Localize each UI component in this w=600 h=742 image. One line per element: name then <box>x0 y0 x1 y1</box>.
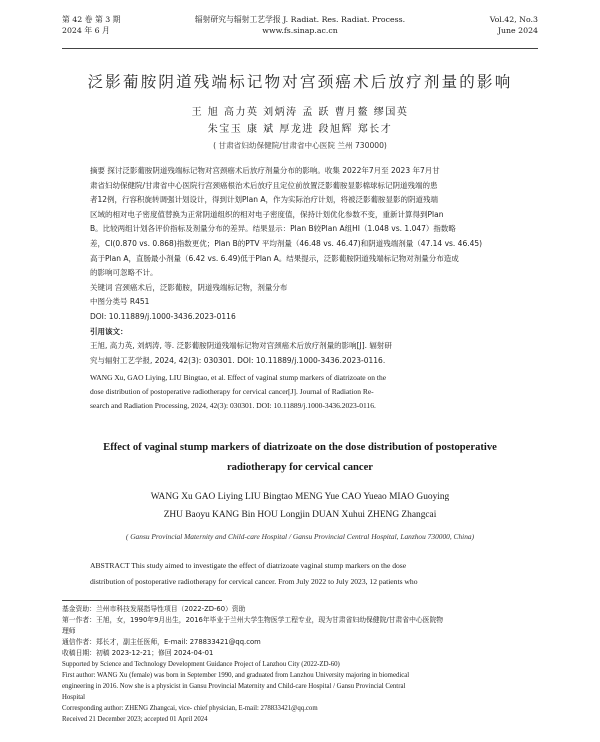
article-title-zh: 泛影葡胺阴道残端标记物对宫颈癌术后放疗剂量的影响 <box>87 73 513 91</box>
abstract-zh-line: 的影响可忽略不计。 <box>90 268 158 278</box>
article-title-en-line-1: Effect of vaginal stump markers of diatrizoate on the dose distribution of postoperative <box>103 442 497 453</box>
footnote-first-author-en-cont: engineering in 2016. Now she is a physicist in Gansu Provincial Maternity and Child-care Hospital / Gansu Provincial Central <box>62 683 406 690</box>
abstract-zh <box>90 164 520 368</box>
footnote-corresponding-en: Corresponding author: ZHENG Zhangcai, vice- chief physician, E-mail: 278833421@qq.com <box>62 705 318 712</box>
header-journal <box>62 14 538 36</box>
doi[interactable]: DOI: 10.11889/j.1000-3436.2023-0116 <box>90 311 236 321</box>
footnote-corresponding-zh: 通信作者：郑长才，副主任医师，E-mail: 278833421@qq.com <box>62 638 261 646</box>
abstract-en-line: distribution of postoperative radiotherapy for cervical cancer. From July 2022 to July 2023, 12 patients who <box>90 577 418 586</box>
abstract-zh-line: 差，CI(0.870 vs. 0.868)指数更优；Plan B的PTV 平均剂量（46.48 vs. 46.47)和阴道残端剂量（47.14 vs. 46.45) <box>90 238 483 248</box>
header-volume-en <box>490 14 538 36</box>
abstract-zh-line: 摘要 探讨泛影葡胺阴道残端标记物对宫颈癌术后放疗剂量分布的影响。收集 2022年7月至 2023 年7月甘 <box>90 166 440 175</box>
abstract-zh-line: B。比较两组计划各评价指标及剂量分布的差异。结果显示：Plan B较Plan A组HI（1.048 vs. 1.047）指数略 <box>90 224 456 234</box>
running-header <box>62 14 538 44</box>
authors-zh-line-1: 王 旭 高力英 刘炳涛 孟 跃 曹月鳌 缪国英 <box>191 107 409 118</box>
abstract-zh-line: 者12例，行容积旋转调强计划设计，得到计划Plan A，作为实际治疗计划，将被泛影葡胺显影的阴道残端 <box>90 195 439 205</box>
authors-en-line-1: WANG Xu GAO Liying LIU Bingtao MENG Yue CAO Yueao MIAO Guoying <box>150 492 450 502</box>
abstract-en-line: ABSTRACT This study aimed to investigate the effect of diatrizoate vaginal stump markers on the dose <box>90 561 407 570</box>
citation-en-line: search and Radiation Processing, 2024, 42(3): 030301. DOI: 10.11889/j.1000-3436.2023-0116. <box>90 401 376 410</box>
header-vol-en-text: Vol.42, No.3 <box>489 15 538 24</box>
article-title-en-line-2: radiotherapy for cervical cancer <box>226 462 373 473</box>
abstract-zh-line: 区域的相对电子密度值替换为正常阴道组织的相对电子密度值，保持计划优化参数不变，重新计算得到Plan <box>90 209 444 219</box>
affiliation-en: ( Gansu Provincial Maternity and Child-care Hospital / Gansu Provincial Central Hospital, Lanzhou 730000, China) <box>125 532 475 541</box>
footnote-received-en: Received 21 December 2023; accepted 01 April 2024 <box>62 716 208 723</box>
citation-en-line: dose distribution of postoperative radiotherapy for cervical cancer[J]. Journal of Radiation Re- <box>90 387 374 396</box>
header-website-link[interactable]: www.fs.sinap.ac.cn <box>262 26 338 35</box>
footnote-divider <box>62 600 222 601</box>
footnote-first-author-zh: 第一作者：王旭，女，1990年9月出生，2016年毕业于兰州大学生物医学工程专业，现为甘肃省妇幼保健院/甘肃省中心医院物 <box>62 616 444 624</box>
abstract-en <box>90 558 520 590</box>
clc-number: 中图分类号 R451 <box>90 297 150 307</box>
footnote-first-author-zh-cont: 理师 <box>62 627 76 635</box>
footnote-first-author-en: First author: WANG Xu (female) was born in September 1990, and graduated from Lanzhou University majoring in biomedical <box>62 672 410 679</box>
abstract-zh-line: 肃省妇幼保健院/甘肃省中心医院行宫颈癌根治术后放疗且定位前放置泛影葡胺显影棉球标记阴道残端的患 <box>90 180 438 190</box>
footnote-funding-zh: 基金资助：兰州市科技发展指导性项目（2022-ZD-60）资助 <box>62 605 246 613</box>
footnote-received-zh: 收稿日期：初稿 2023-12-21；修回 2024-04-01 <box>62 649 214 657</box>
citation-label: 引用该文： <box>90 326 128 336</box>
header-vol-zh-text: 第 42 卷 第 3 期 <box>62 15 121 24</box>
authors-en-line-2: ZHU Baoyu KANG Bin HOU Longjin DUAN Xuhui ZHENG Zhangcai <box>163 510 437 520</box>
footnote-funding-en: Supported by Science and Technology Development Guidance Project of Lanzhou City (2022-ZD-60) <box>62 661 340 668</box>
affiliation-zh: ( 甘肃省妇幼保健院/甘肃省中心医院 兰州 730000) <box>213 141 387 150</box>
header-divider <box>62 48 538 49</box>
header-date-zh-text: 2024 年 6 月 <box>62 26 110 35</box>
abstract-zh-line: 高于Plan A，直肠最小剂量（6.42 vs. 6.49)低于Plan A。结果提示，泛影葡胺阴道残端标记物对剂量分布造成 <box>90 253 459 263</box>
footnote-first-author-en-cont: Hospital <box>62 694 86 701</box>
citation-en-line: WANG Xu, GAO Liying, LIU Bingtao, et al. Effect of vaginal stump markers of diatrizoate on the <box>90 373 387 382</box>
header-date-en-text: June 2024 <box>497 26 538 35</box>
keywords: 关键词 宫颈癌术后，泛影葡胺，阴道残端标记物，剂量分布 <box>90 282 288 292</box>
citation-zh-line: 究与辐射工艺学报, 2024, 42(3): 030301. DOI: 10.11889/j.1000-3436.2023-0116. <box>90 355 386 365</box>
citation-zh-line: 王旭, 高力英, 刘炳涛, 等. 泛影葡胺阴道残端标记物对宫颈癌术后放疗剂量的影响[J]. 辐射研 <box>90 341 392 351</box>
authors-zh-line-2: 朱宝玉 康 斌 厚龙进 段旭辉 郑长才 <box>207 124 393 135</box>
header-journal-name: 辐射研究与辐射工艺学报 J. Radiat. Res. Radiat. Process. <box>194 15 406 24</box>
